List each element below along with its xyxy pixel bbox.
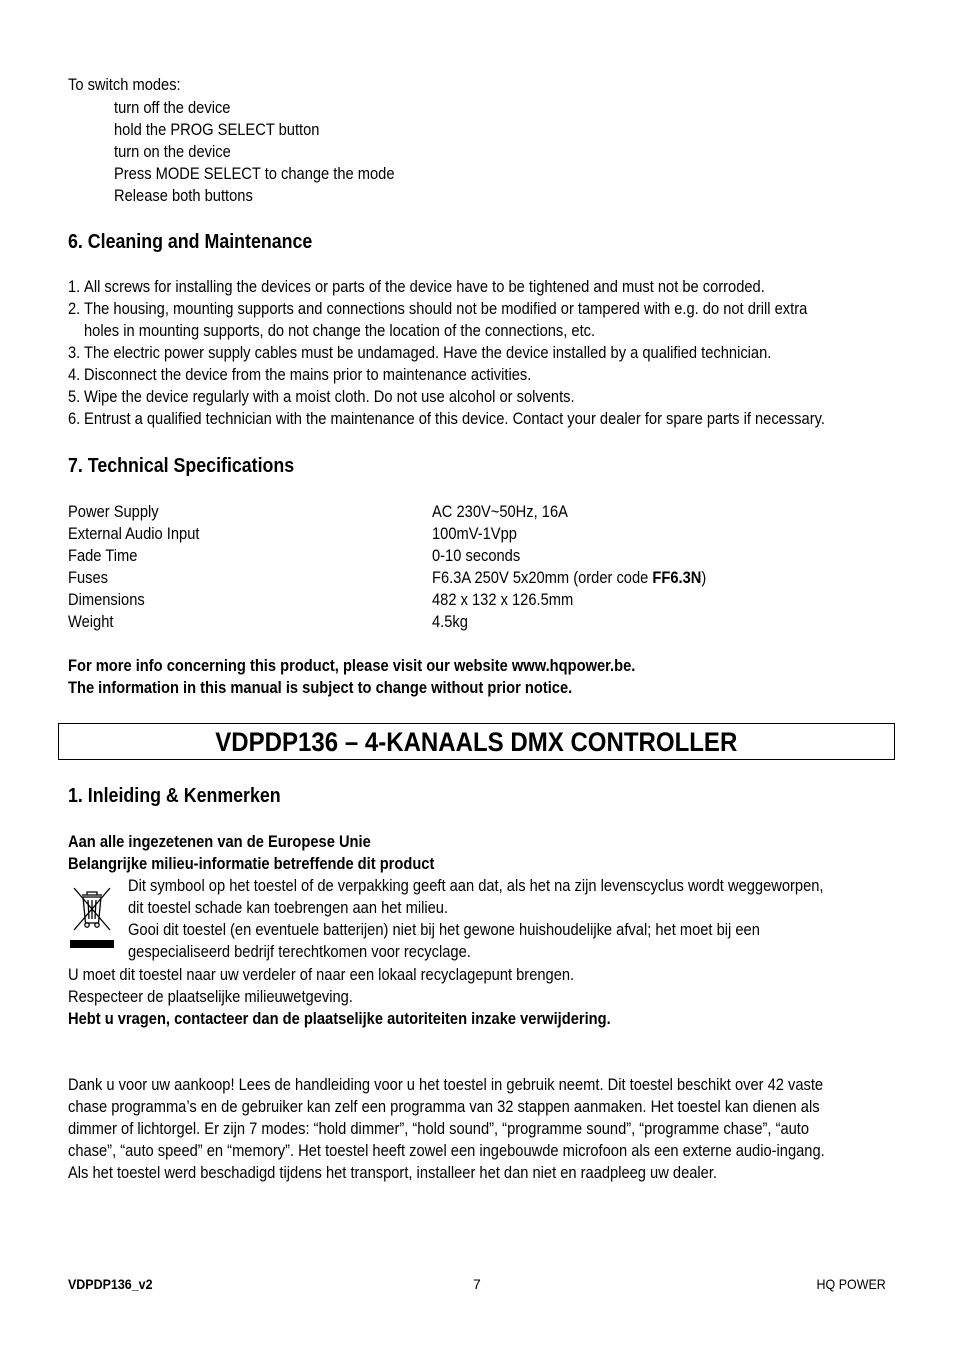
weee-line: Gooi dit toestel (en eventuele batterijen) niet bij het gewone huishoudelijke afval; het moet bij een xyxy=(128,921,760,939)
footer-brand xyxy=(808,1275,886,1293)
spec-label: External Audio Input xyxy=(68,525,200,543)
item-number: 2. xyxy=(68,300,81,318)
spec-value-suffix: ) xyxy=(701,569,707,587)
list-item xyxy=(68,320,825,342)
environment-heading: Belangrijke milieu-informatie betreffende dit product xyxy=(68,855,435,873)
eu-heading: Aan alle ingezetenen van de Europese Unie xyxy=(68,833,371,851)
item-number: 1. xyxy=(68,278,81,296)
change-notice: The information in this manual is subject to change without prior notice. xyxy=(68,679,573,697)
paragraph-line: chase programma’s en de gebruiker kan zelf een programma van 32 stappen aanmaken. Het toestel kan dienen als xyxy=(68,1098,820,1116)
list-item: hold the PROG SELECT button xyxy=(114,121,320,139)
section-title-specs: 7. Technical Specifications xyxy=(68,455,295,477)
item-text: All screws for installing the devices or parts of the device have to be tightened and must not be corroded. xyxy=(84,278,765,296)
paragraph-line: dimmer of lichtorgel. Er zijn 7 modes: “hold dimmer”, “hold sound”, “programme sound”, “programme chase”, “auto xyxy=(68,1120,810,1138)
weee-line: dit toestel schade kan toebrengen aan het milieu. xyxy=(128,899,449,917)
dutch-title-text: VDPDP136 – 4-KANAALS DMX CONTROLLER xyxy=(215,727,738,757)
spec-label: Power Supply xyxy=(68,503,159,521)
section-title-introduction: 1. Inleiding & Kenmerken xyxy=(68,785,281,807)
list-item: turn off the device xyxy=(114,99,231,117)
list-item xyxy=(68,386,825,408)
mode-switch-steps xyxy=(114,97,395,207)
item-text: The housing, mounting supports and connections should not be modified or tampered with e.g. do not drill extra xyxy=(84,300,808,318)
item-number: 5. xyxy=(68,388,81,406)
item-number: 3. xyxy=(68,344,81,362)
weee-text xyxy=(128,875,823,963)
footer-doc-id: VDPDP136_v2 xyxy=(68,1276,153,1292)
list-item xyxy=(68,342,825,364)
list-item: Press MODE SELECT to change the mode xyxy=(114,165,395,183)
list-item: Release both buttons xyxy=(114,187,253,205)
paragraph-line: Dank u voor uw aankoop! Lees de handleiding voor u het toestel in gebruik neemt. Dit toestel beschikt over 42 vaste xyxy=(68,1076,824,1094)
mode-switch-heading: To switch modes: xyxy=(68,76,181,94)
item-text: Disconnect the device from the mains prior to maintenance activities. xyxy=(84,366,532,384)
item-number: 4. xyxy=(68,366,81,384)
respect-law-line: Respecteer de plaatselijke milieuwetgeving. xyxy=(68,988,353,1006)
cleaning-list xyxy=(68,276,825,430)
recycle-instruction: U moet dit toestel naar uw verdeler of naar een lokaal recyclagepunt brengen. xyxy=(68,966,575,984)
weee-line: gespecialiseerd bedrijf terechtkomen voor recyclage. xyxy=(128,943,471,961)
website-notice: For more info concerning this product, please visit our website www.hqpower.be. xyxy=(68,657,636,675)
item-text: Wipe the device regularly with a moist cloth. Do not use alcohol or solvents. xyxy=(84,388,575,406)
list-item xyxy=(68,276,825,298)
spec-label: Weight xyxy=(68,613,114,631)
spec-value: 100mV-1Vpp xyxy=(432,525,517,543)
list-item xyxy=(68,408,825,430)
spec-label: Dimensions xyxy=(68,591,145,609)
section-title-cleaning: 6. Cleaning and Maintenance xyxy=(68,231,313,253)
questions-line: Hebt u vragen, contacteer dan de plaatselijke autoriteiten inzake verwijdering. xyxy=(68,1010,611,1028)
crossed-out-wheelie-bin-icon xyxy=(68,883,116,953)
item-text: holes in mounting supports, do not change the location of the connections, etc. xyxy=(84,322,596,340)
item-text: The electric power supply cables must be undamaged. Have the device installed by a qualified technician. xyxy=(84,344,772,362)
spec-label: Fuses xyxy=(68,569,108,587)
spec-value: 0-10 seconds xyxy=(432,547,521,565)
dutch-title-box xyxy=(58,723,895,760)
spec-value: 4.5kg xyxy=(432,613,468,631)
dutch-page-title xyxy=(59,727,894,757)
list-item xyxy=(68,298,825,320)
list-item: turn on the device xyxy=(114,143,231,161)
paragraph-line: chase”, “auto speed” en “memory”. Het toestel heeft zowel een ingebouwde microfoon als een externe audio-ingang. xyxy=(68,1142,825,1160)
spec-value: 482 x 132 x 126.5mm xyxy=(432,591,574,609)
weee-line: Dit symbool op het toestel of de verpakking geeft aan dat, als het na zijn levenscyclus wordt weggeworpen, xyxy=(128,877,824,895)
spec-value: AC 230V~50Hz, 16A xyxy=(432,503,568,521)
item-number: 6. xyxy=(68,410,81,428)
wheelie-bin-svg xyxy=(68,883,116,953)
item-text: Entrust a qualified technician with the maintenance of this device. Contact your dealer for spare parts if necessary. xyxy=(84,410,825,428)
spec-value-text: F6.3A 250V 5x20mm (order code xyxy=(432,569,653,587)
order-code: FF6.3N xyxy=(652,569,702,587)
footer-brand-text: HQ POWER xyxy=(816,1276,886,1292)
spec-value xyxy=(432,567,706,589)
footer-page-number: 7 xyxy=(473,1276,481,1292)
thanks-paragraph xyxy=(68,1074,825,1184)
spec-label: Fade Time xyxy=(68,547,138,565)
list-item xyxy=(68,364,825,386)
paragraph-line: Als het toestel werd beschadigd tijdens het transport, installeer het dan niet en raadpleeg uw dealer. xyxy=(68,1164,718,1182)
